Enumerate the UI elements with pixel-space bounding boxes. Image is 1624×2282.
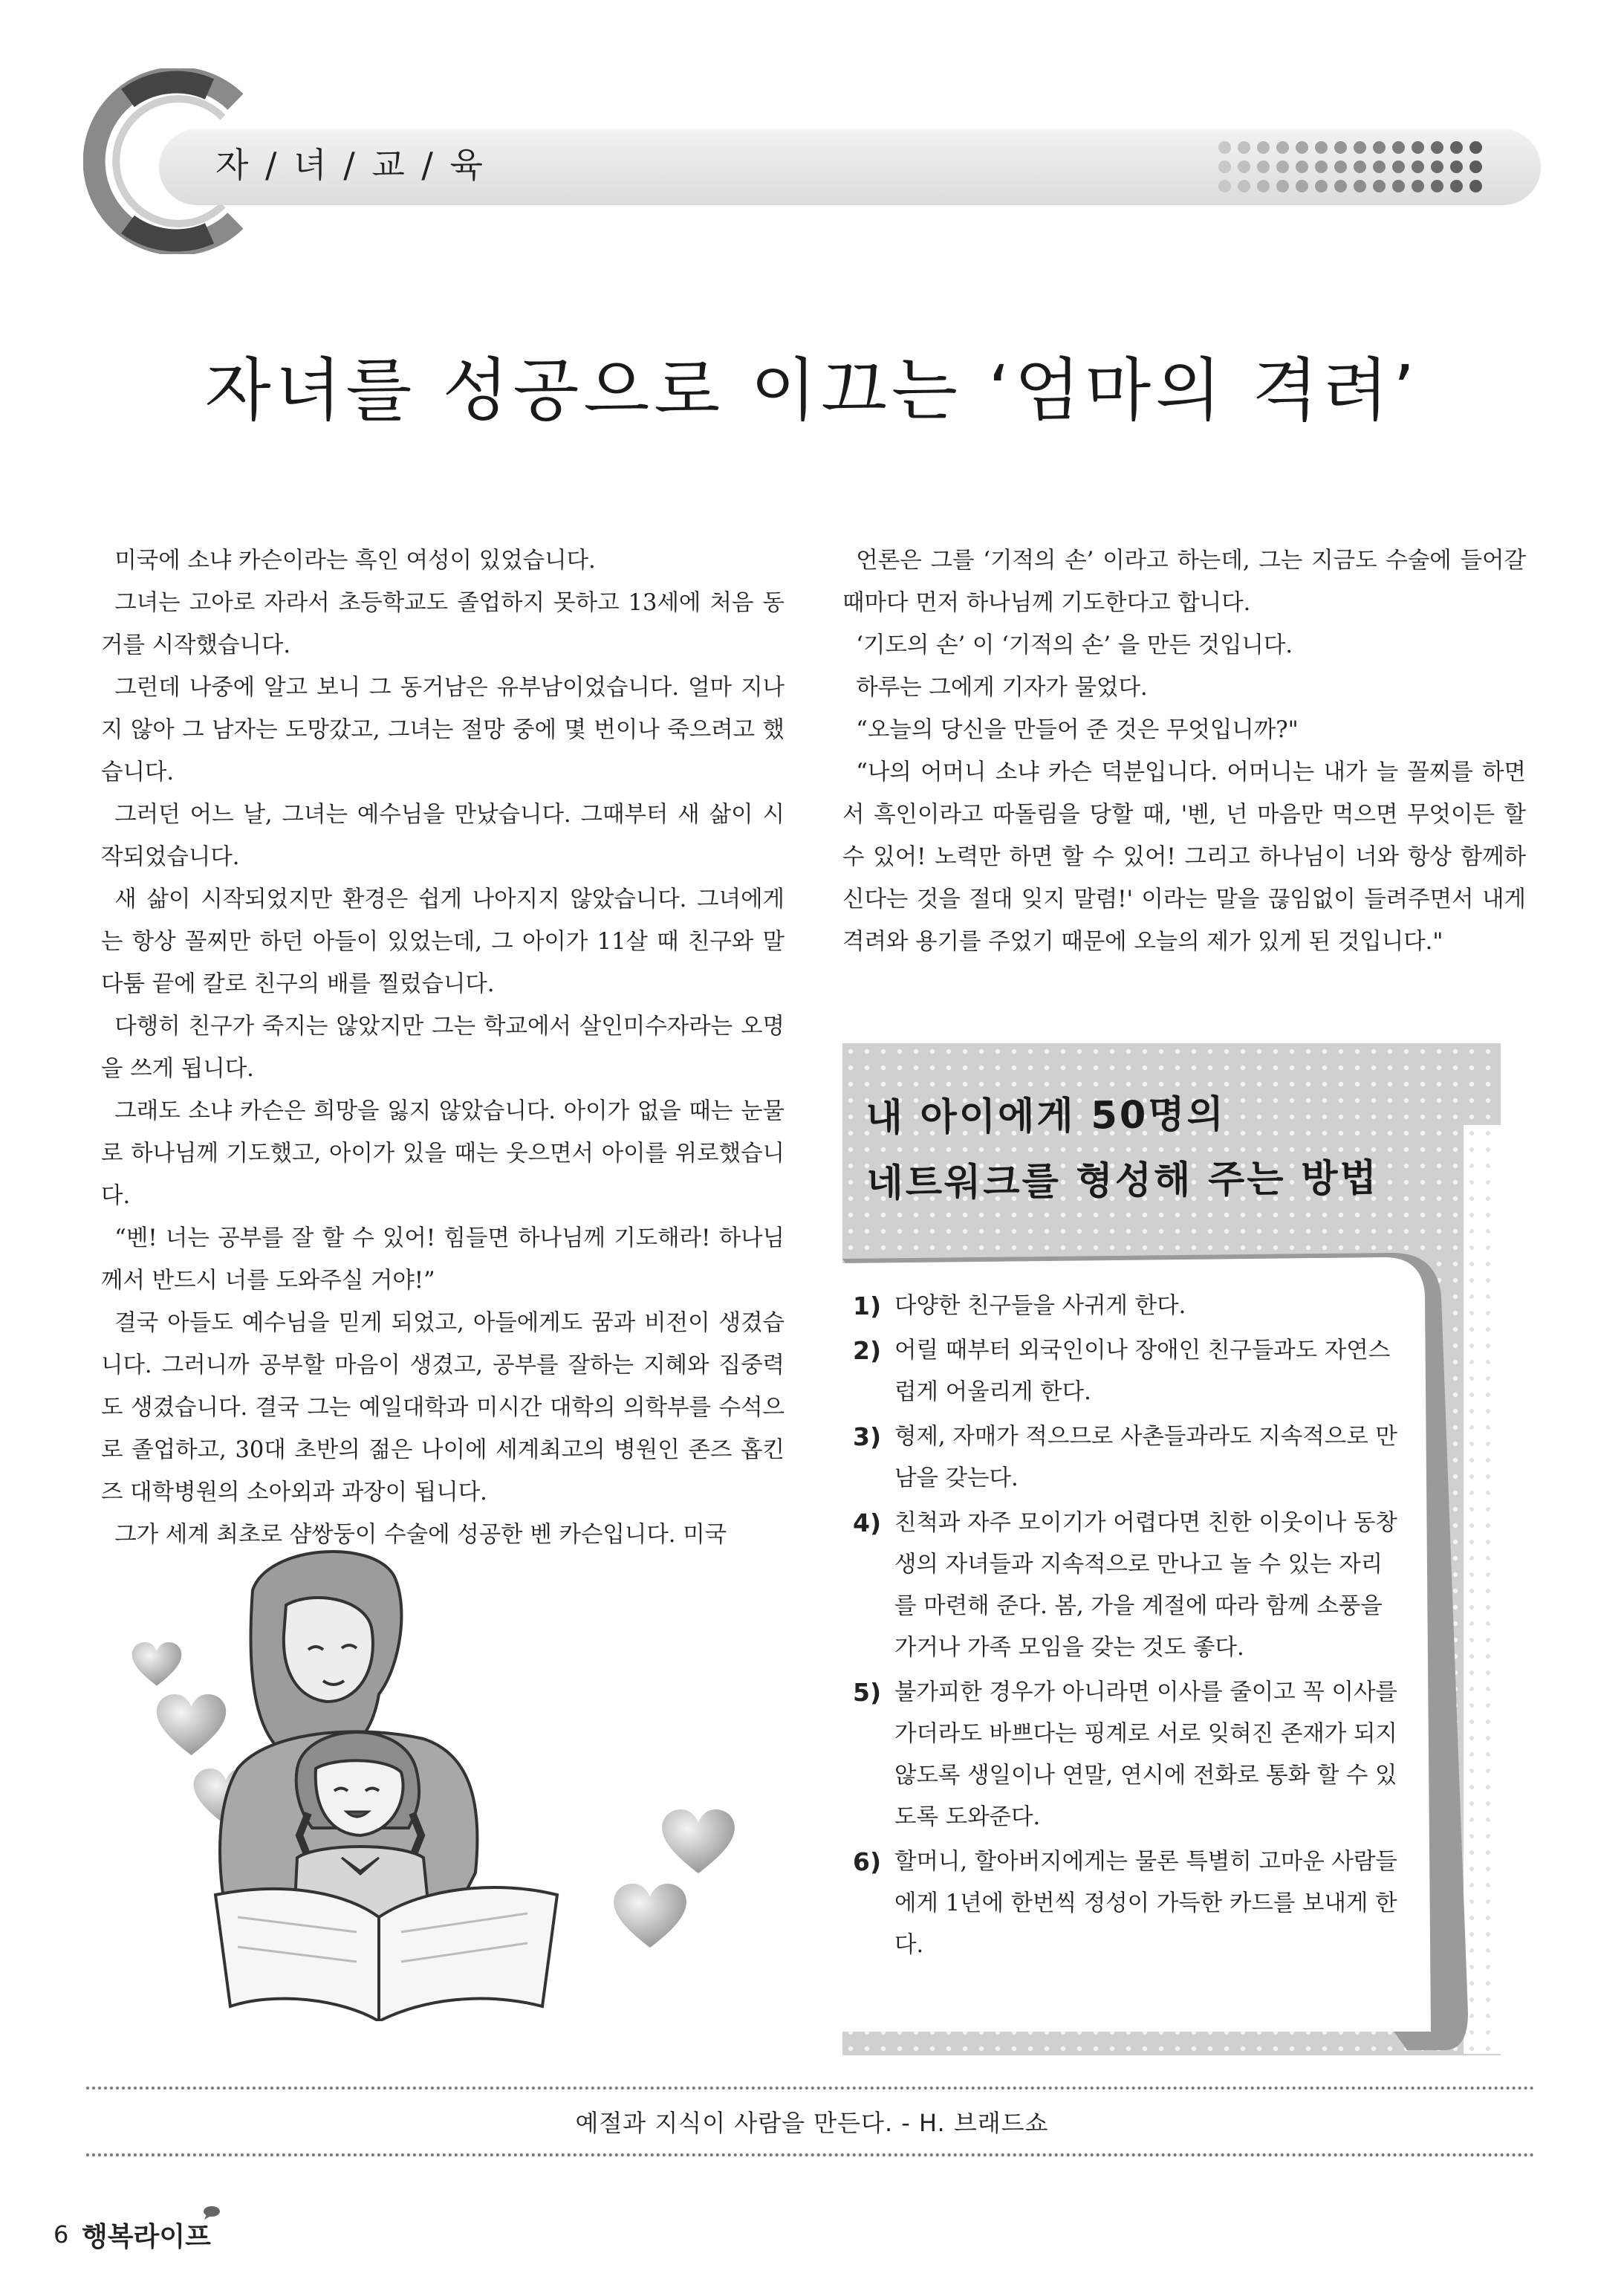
header-dot [1354, 141, 1366, 154]
header-dot [1238, 180, 1250, 192]
tip-number: 5) [853, 1678, 882, 1707]
article-paragraph: 새 삶이 시작되었지만 환경은 쉽게 나아지지 않았습니다. 그녀에게는 항상 꼴찌만 하던 아들이 있었는데, 그 아이가 11살 때 친구와 말다툼 끝에 칼로 친구의 배를 찔렀습니다. [101, 886, 785, 997]
tip-number: 3) [853, 1422, 882, 1451]
header-dot [1354, 180, 1366, 192]
header-dot [1257, 180, 1270, 192]
header-dot [1334, 141, 1347, 154]
article-paragraph: “벤! 너는 공부를 잘 할 수 있어! 힘들면 하나님께 기도해라! 하나님께서 반드시 너를 도와주실 거야!” [101, 1225, 785, 1294]
tips-heading-line: 내 아이에게 50명의 [865, 1092, 1227, 1141]
article-right-column [842, 539, 1526, 963]
header-dot [1373, 161, 1386, 173]
heart-icon [157, 1694, 226, 1755]
tip-text: 다양한 친구들을 사귀게 한다. [894, 1293, 1186, 1319]
article-title: 자녀를 성공으로 이끄는 ‘엄마의 격려’ [204, 351, 1420, 430]
article-paragraph: 다행히 친구가 죽지는 않았지만 그는 학교에서 살인미수자라는 오명을 쓰게 됩니다. [101, 1014, 785, 1082]
tip-number: 6) [853, 1847, 882, 1876]
header-dot [1238, 141, 1250, 154]
header-dot [1276, 180, 1289, 192]
article-paragraph: 그러던 어느 날, 그녀는 예수님을 만났습니다. 그때부터 새 삶이 시작되었습니다. [101, 802, 785, 870]
header-dot [1392, 180, 1405, 192]
header-dot [1315, 161, 1328, 173]
header-dot [1450, 161, 1463, 173]
heart-icon [662, 1809, 735, 1873]
header-dot [1392, 141, 1405, 154]
tip-text: 할머니, 할아버지에게는 물론 특별히 고마운 사람들에게 1년에 한번씩 정성이 가득한 카드를 보내게 한다. [894, 1849, 1397, 1958]
heart-icon [132, 1642, 182, 1686]
header-dot [1218, 180, 1231, 192]
header-dot [1218, 141, 1231, 154]
header-dot [1315, 180, 1328, 192]
header-dot [1373, 180, 1386, 192]
header-dot [1469, 161, 1482, 173]
header-dot [1354, 161, 1366, 173]
tip-text: 어릴 때부터 외국인이나 장애인 친구들과도 자연스럽게 어울리게 한다. [894, 1338, 1391, 1405]
header-dot [1412, 180, 1424, 192]
tips-list [853, 1286, 1403, 1969]
header-dot [1315, 141, 1328, 154]
article-paragraph: ‘기도의 손’ 이 ‘기적의 손’ 을 만든 것입니다. [856, 632, 1293, 658]
article-paragraph: 언론은 그를 ‘기적의 손’ 이라고 하는데, 그는 지금도 수술에 들어갈 때마다 먼저 하나님께 기도한다고 합니다. [842, 548, 1526, 616]
speech-bubble-icon [202, 2205, 221, 2220]
header-dot [1334, 161, 1347, 173]
tip-item [853, 1330, 1403, 1413]
tip-item [853, 1672, 1403, 1838]
article-paragraph: 그녀는 고아로 자라서 초등학교도 졸업하지 못하고 13세에 처음 동거를 시작했습니다. [101, 590, 785, 658]
header-dot [1218, 161, 1231, 173]
tip-item [853, 1286, 1403, 1327]
article-paragraph: 미국에 소냐 카슨이라는 흑인 여성이 있었습니다. [114, 548, 596, 574]
mother-daughter-illustration [126, 1546, 758, 2021]
header-dot [1296, 161, 1308, 173]
heart-icon [614, 1884, 686, 1948]
tip-item [853, 1416, 1403, 1500]
tips-heading [865, 1080, 1379, 1216]
footer-divider-bottom [86, 2153, 1535, 2156]
tip-number: 4) [853, 1508, 882, 1537]
header-dot [1412, 141, 1424, 154]
tip-item [853, 1841, 1403, 1966]
header-dot [1276, 161, 1289, 173]
header-dot [1431, 141, 1443, 154]
tip-text: 불가피한 경우가 아니라면 이사를 줄이고 꼭 이사를 가더라도 바쁘다는 핑계로 서로 잊혀진 존재가 되지 않도록 생일이나 연말, 연시에 전화로 통화 할 수 있도록 도와준다. [894, 1679, 1397, 1830]
article-paragraph: “오늘의 당신을 만들어 준 것은 무엇입니까?" [856, 717, 1299, 743]
page-number: 6 [53, 2220, 69, 2249]
tip-item [853, 1503, 1403, 1669]
header-dot [1296, 180, 1308, 192]
tip-number: 1) [853, 1291, 882, 1320]
header-dot [1257, 141, 1270, 154]
header-dot [1392, 161, 1405, 173]
article-paragraph: “나의 어머니 소냐 카슨 덕분입니다. 어머니는 내가 늘 꼴찌를 하면서 흑인이라고 따돌림을 당할 때, '벤, 넌 마음만 먹으면 무엇이든 할 수 있어! 노력만 하면 할 수 있어! 그리고 하나님이 너와 항상 함께하신다는 것을 절대 잊지 말렴!' 이라는 말을 끊임없이 들려주면서 내게 격려와 용기를 주었기 때문에 오늘의 제가 있게 된 것입니다." [842, 759, 1526, 955]
header-dot [1412, 161, 1424, 173]
magazine-name: 행복라이프 [82, 2222, 211, 2252]
tip-number: 2) [853, 1336, 882, 1365]
article-paragraph: 결국 아들도 예수님을 믿게 되었고, 아들에게도 꿈과 비전이 생겼습니다. 그러니까 공부할 마음이 생겼고, 공부를 잘하는 지혜와 집중력도 생겼습니다. 결국 그는 예일대학과 미시간 대학의 의학부를 수석으로 졸업하고, 30대 초반의 젊은 나이에 세계최고의 병원인 존즈 홉킨즈 대학병원의 소아외과 과장이 됩니다. [101, 1310, 785, 1505]
header-dot [1257, 161, 1270, 173]
tips-heading-line: 네트워크를 형성해 주는 방법 [866, 1156, 1380, 1206]
header-dot [1469, 180, 1482, 192]
header-dot [1469, 141, 1482, 154]
article-paragraph: 하루는 그에게 기자가 물었다. [856, 675, 1148, 701]
header-dot [1296, 141, 1308, 154]
header-dot [1450, 141, 1463, 154]
header-dot [1238, 161, 1250, 173]
header-dot [1373, 141, 1386, 154]
footer-divider-top [86, 2087, 1535, 2090]
article-left-column [101, 539, 785, 1556]
article-paragraph: 그가 세계 최초로 샴쌍둥이 수술에 성공한 벤 카슨입니다. 미국 [114, 1522, 727, 1548]
tip-text: 친척과 자주 모이기가 어렵다면 친한 이웃이나 동창생의 자녀들과 지속적으로 만나고 놀 수 있는 자리를 마련해 준다. 봄, 가을 계절에 따라 함께 소풍을 가거나 가족 모임을 갖는 것도 좋다. [894, 1510, 1397, 1661]
tip-text: 형제, 자매가 적으므로 사촌들과라도 지속적으로 만남을 갖는다. [894, 1424, 1397, 1491]
article-paragraph: 그래도 소냐 카슨은 희망을 잃지 않았습니다. 아이가 없을 때는 눈물로 하나님께 기도했고, 아이가 있을 때는 웃으면서 아이를 위로했습니다. [101, 1098, 785, 1209]
article-paragraph: 그런데 나중에 알고 보니 그 동거남은 유부남이었습니다. 얼마 지나지 않아 그 남자는 도망갔고, 그녀는 절망 중에 몇 번이나 죽으려고 했습니다. [101, 675, 785, 785]
header-dot [1431, 180, 1443, 192]
footer-quote: 예절과 지식이 사람을 만든다. - H. 브래드쇼 [575, 2109, 1049, 2137]
section-label: 자 / 녀 / 교 / 육 [215, 145, 486, 185]
header-dot [1276, 141, 1289, 154]
header-dot [1431, 161, 1443, 173]
header-dot [1450, 180, 1463, 192]
header-dot [1334, 180, 1347, 192]
